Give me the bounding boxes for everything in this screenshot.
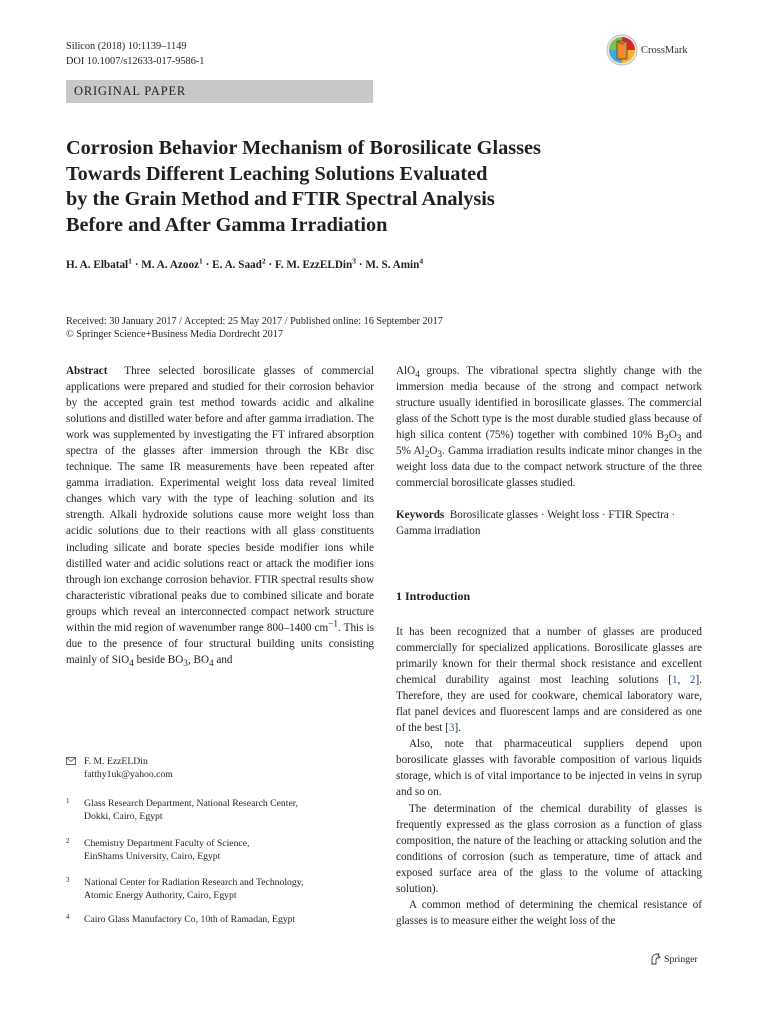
title-line-1: Corrosion Behavior Mechanism of Borosilicate Glasses	[66, 137, 541, 159]
abstract-subscript: 2	[664, 434, 669, 445]
doi[interactable]: DOI 10.1007/s12633-017-9586-1	[66, 56, 205, 67]
affiliation-line: National Center for Radiation Research and Technology,	[84, 877, 304, 888]
publisher-footer	[650, 953, 698, 965]
crossmark-badge[interactable]	[606, 33, 706, 67]
abstract-subscript: 3	[183, 659, 188, 670]
abstract-text: groups. The vibrational spectra slightly change with the immersion media because of the strong and compact network structure usually identified in borosilicate glasses. The commercial glass of the Schott type is the most durable studied glass because of high silica content (75%) together with combined 10% B	[396, 365, 702, 442]
author-name[interactable]: F. M. EzzELDin	[274, 259, 353, 271]
abstract-text: AlO	[396, 365, 416, 377]
abstract-subscript: 4	[415, 370, 420, 381]
affiliation-number: 4	[66, 913, 70, 921]
keywords	[396, 507, 702, 539]
citation-link[interactable]: 3	[448, 722, 455, 735]
abstract-paragraph	[396, 363, 702, 491]
copyright: © Springer Science+Business Media Dordrecht 2017	[66, 329, 283, 340]
paper-type-banner: ORIGINAL PAPER	[66, 80, 373, 103]
abstract-continued	[396, 363, 702, 539]
envelope-icon	[66, 757, 76, 765]
affiliation-number: 1	[66, 797, 70, 805]
abstract-subscript: 3	[676, 434, 682, 445]
affiliation-line: EinShams University, Cairo, Egypt	[84, 851, 221, 862]
intro-text: It has been recognized that a number of glasses are produced commercially for specialized applications. Borosilicate glasses are primarily known for their thermal shock resistance and excellent chemical durability against most leaching solutions [	[396, 626, 702, 687]
abstract-label: Abstract	[66, 365, 108, 377]
intro-text: ]. Therefore, they are used for cookware, chemical laboratory ware, flat panel devices and fluorescent lamps and are considered as one of the best [	[396, 674, 702, 735]
abstract	[66, 363, 374, 668]
abstract-subscript: 4	[208, 659, 214, 670]
springer-horse-icon	[650, 953, 661, 965]
affiliation-number: 2	[66, 837, 70, 845]
author-affiliation: 1	[199, 256, 203, 266]
affiliation-line: Chemistry Department Faculty of Science,	[84, 838, 250, 849]
abstract-subscript: 3	[437, 450, 443, 461]
introduction-body	[396, 624, 702, 929]
abstract-text: , BO	[187, 653, 209, 666]
publisher-name: Springer	[664, 953, 698, 965]
abstract-text: O	[668, 429, 677, 442]
abstract-text: Three selected borosilicate glasses of commercial applications were prepared and studied for their corrosion behavior by the accepted grain test method towards acidic and alkaline solutions and distilled water before and after gamma irradiation. The work was supplemented by investigating the FT infrared absorption spectra of the glasses after immersion through the KBr disc technique. The same IR measurements have been repeated after gamma irradiation. Experimental weight loss data reveal limited changes which vary with the type of leaching solution and its strength. Alkali hydroxide solutions cause more weight loss than acidic solutions due to their reactions with all glass constituents including silicate and borate species beside modifier ions while distilled water and acidic solutions react or attack the modifier ions through ion exchange corrosion behavior. FTIR spectral results show characteristic vibrational peaks due to combined silicate and borate groups which reveal an interconnected compact network structure within the mid region of wavenumber range 800–1400 cm	[66, 365, 374, 634]
author-name[interactable]: H. A. Elbatal	[66, 259, 129, 271]
abstract-subscript: 4	[129, 659, 134, 670]
author-affiliation: 3	[352, 256, 356, 266]
citation-link[interactable]: 2	[689, 674, 696, 687]
author-name[interactable]: E. A. Saad	[212, 259, 262, 271]
abstract-subscript: 2	[424, 450, 430, 461]
citation-link[interactable]: 1	[671, 674, 678, 687]
affiliation-line: Glass Research Department, National Research Center,	[84, 798, 298, 809]
crossmark-label: CrossMark	[641, 44, 688, 56]
affiliation-line: Atomic Energy Authority, Cairo, Egypt	[84, 890, 237, 901]
author-list: H. A. Elbatal$^1$ · M. A. Azooz$^1$ · E. A. Saad$^2$ · F. M. EzzELDin$^3$ · M. S. Amin$^4$	[66, 256, 424, 271]
publication-dates: Received: 30 January 2017 / Accepted: 25 May 2017 / Published online: 16 September 2017	[66, 316, 443, 327]
author-name[interactable]: M. S. Amin	[365, 259, 420, 271]
keywords-text: Borosilicate glasses · Weight loss · FTIR Spectra · Gamma irradiation	[396, 509, 676, 538]
abstract-superscript: −1	[328, 619, 339, 630]
intro-paragraph: It has been recognized that a number of glasses are produced commercially for specialized applications. Borosilicate glasses are primarily known for their thermal shock resistance and excellent chemical durability against most leaching solutions [1, 2]. Therefore, they are used for cookware, chemical laboratory ware, flat panel devices and fluorescent lamps and are considered as one of the best [3].	[396, 626, 702, 735]
intro-paragraph: A common method of determining the chemical resistance of glasses is to measure either the weight loss of the	[396, 898, 702, 927]
author-name[interactable]: M. A. Azooz	[141, 259, 200, 271]
crossmark-icon	[606, 34, 638, 66]
affiliation-line: Cairo Glass Manufactory Co, 10th of Ramadan, Egypt	[84, 914, 296, 925]
author-affiliation: 2	[261, 256, 266, 266]
affiliation-number: 3	[66, 876, 70, 884]
title-line-3: by the Grain Method and FTIR Spectral Analysis	[66, 188, 495, 210]
keywords-label: Keywords	[396, 509, 445, 522]
abstract-text: and 5% Al	[396, 429, 702, 458]
abstract-text: O	[429, 445, 438, 458]
affiliation-line: Dokki, Cairo, Egypt	[84, 811, 163, 822]
article-title	[66, 136, 666, 238]
abstract-text: . This is due to the presence of four structural building units consisting mainly of SiO	[66, 621, 374, 666]
abstract-paragraph	[66, 363, 374, 668]
intro-text: ].	[454, 722, 461, 735]
abstract-text: beside BO	[133, 653, 184, 666]
author-affiliation: 1	[128, 256, 132, 266]
author-affiliation: 4	[419, 256, 424, 266]
abstract-text: and	[213, 653, 233, 666]
correspondence-email[interactable]: fatthy1uk@yahoo.com	[84, 769, 173, 780]
section-heading: 1 Introduction	[396, 589, 471, 603]
correspondence-name: F. M. EzzELDin	[84, 756, 148, 767]
intro-paragraph: The determination of the chemical durability of glasses is frequently expressed as the glass corrosion as a function of glass composition, the nature of the leaching or attacking solution and the conditions of corrosion (such as temperature, time of attack and exposed surface area of the glass to the volume of attacking solution).	[396, 802, 702, 895]
journal-citation: Silicon (2018) 10:1139–1149	[66, 41, 187, 52]
title-line-4: Before and After Gamma Irradiation	[66, 213, 388, 236]
intro-paragraph: Also, note that pharmaceutical suppliers depend upon borosilicate glasses with favorable composition of various liquids storage, which is of vital importance to be injected in veins in syrup and so on.	[396, 738, 702, 799]
title-line-2: Towards Different Leaching Solutions Evaluated	[66, 162, 488, 185]
abstract-text: . Gamma irradiation results indicate minor changes in the weight loss data due to the compact network structure of the three commercial borosilicate glasses studied.	[396, 445, 702, 490]
